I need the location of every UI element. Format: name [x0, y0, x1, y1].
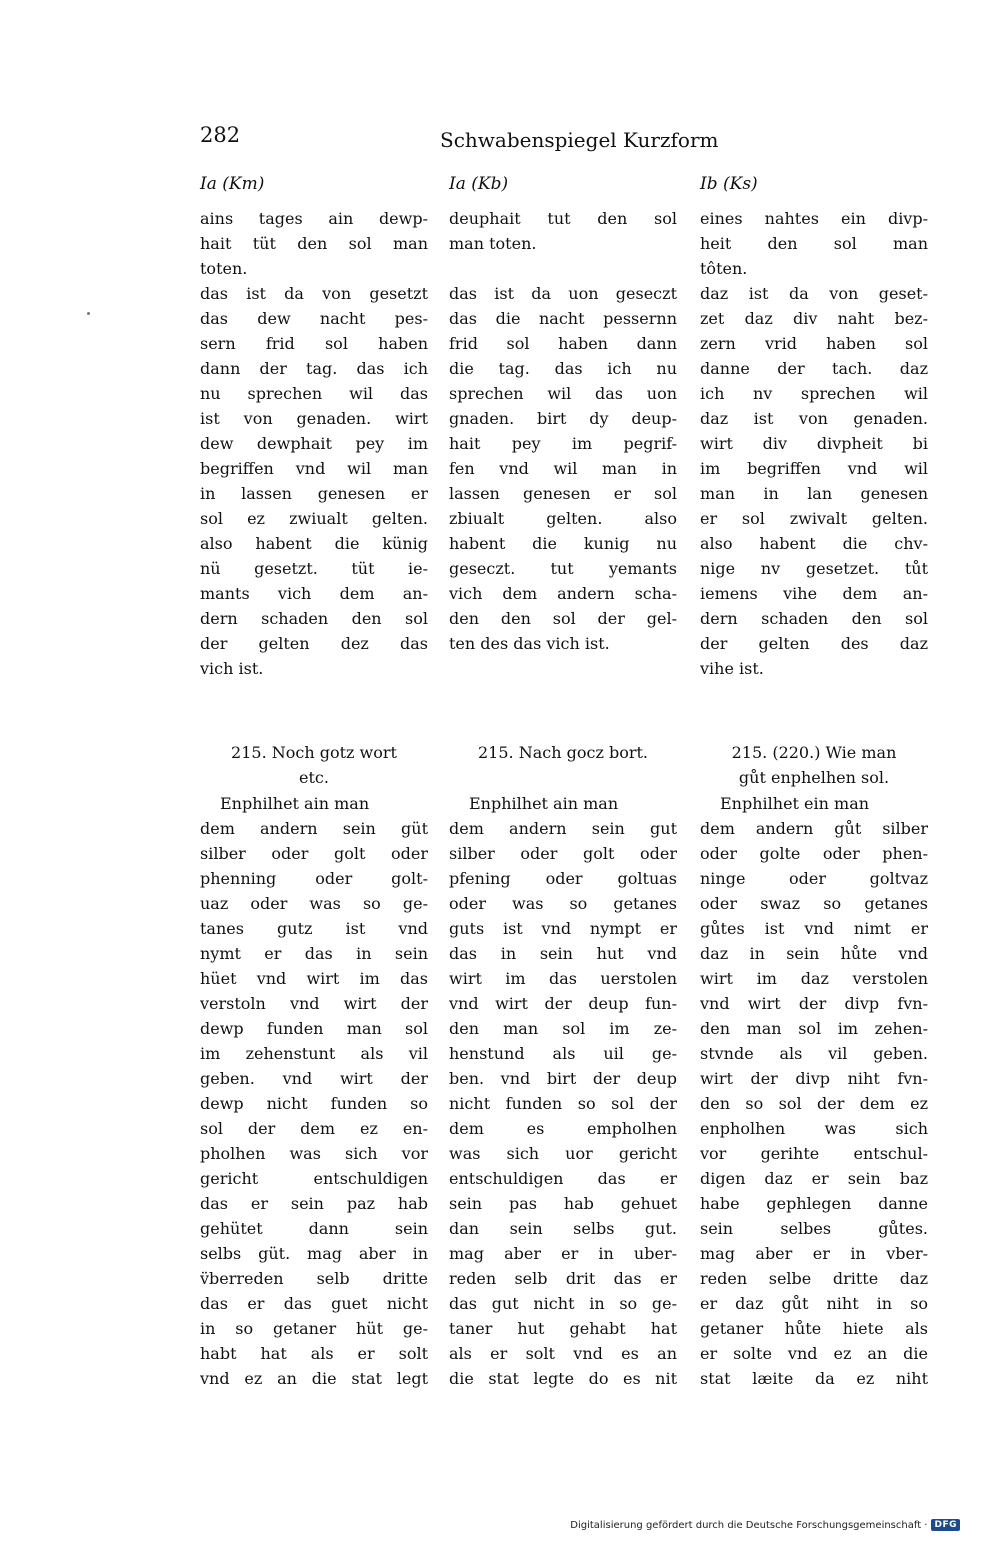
text-line: ist von genaden. wirt — [200, 409, 428, 428]
text-line: hait tüt den sol man — [200, 234, 428, 253]
text-line: dewp funden man sol — [200, 1019, 428, 1038]
text-line: oder was so getanes — [449, 894, 677, 913]
text-line: dem es empholhen — [449, 1119, 677, 1138]
section-heading — [700, 740, 928, 790]
text-line: uaz oder was so ge- — [200, 894, 428, 913]
paragraph-gap — [449, 256, 677, 281]
text-line: Enphilhet ain man — [220, 794, 370, 813]
text-line: wirt im das uerstolen — [449, 969, 677, 988]
text-line: sol der dem ez en- — [200, 1119, 428, 1138]
credit-text: Digitalisierung gefördert durch die Deutsche Forschungsgemeinschaft · — [570, 1519, 928, 1531]
text-line: zern vrid haben sol — [700, 334, 928, 353]
text-line: toten. — [200, 259, 248, 278]
heading-line: 215. Noch gotz wort — [231, 743, 397, 762]
text-line: vihe ist. — [700, 659, 764, 678]
text-line: guts ist vnd nympt er — [449, 919, 677, 938]
text-line: das er das guet nicht — [200, 1294, 428, 1313]
text-line: das die nacht pessernn — [449, 309, 677, 328]
text-line: frid sol haben dann — [449, 334, 677, 353]
text-line: reden selbe dritte daz — [700, 1269, 928, 1288]
text-line: gehütet dann sein — [200, 1219, 428, 1238]
heading-line: 215. (220.) Wie man — [731, 743, 897, 762]
dfg-logo: DFG — [931, 1519, 960, 1531]
text-line: pholhen was sich vor — [200, 1144, 428, 1163]
column-siglum: Ia (Kb) — [449, 174, 509, 194]
text-line: nu sprechen wil das — [200, 384, 428, 403]
text-line: dan sein selbs gut. — [449, 1219, 677, 1238]
text-line: sein selbes gůtes. — [700, 1219, 928, 1238]
text-line: henstund als uil ge- — [449, 1044, 677, 1063]
text-line: daz ist da von geset- — [700, 284, 928, 303]
heading-line: etc. — [299, 768, 329, 787]
text-line: mag aber er in vber- — [700, 1244, 928, 1263]
text-line: vich dem andern scha- — [449, 584, 677, 603]
text-line: ten des das vich ist. — [449, 634, 610, 653]
text-line: dern schaden den sol — [200, 609, 428, 628]
text-line: vnd wirt der deup fun- — [449, 994, 677, 1013]
text-line: was sich uor gericht — [449, 1144, 677, 1163]
text-line: lassen genesen er sol — [449, 484, 677, 503]
text-line: dem andern sein güt — [200, 819, 428, 838]
text-line: geben. vnd wirt der — [200, 1069, 428, 1088]
text-line: nü gesetzt. tüt ie- — [200, 559, 428, 578]
heading-line: 215. Nach gocz bort. — [478, 743, 648, 762]
text-line: das in sein hut vnd — [449, 944, 677, 963]
text-line: wirt der divp niht fvn- — [700, 1069, 928, 1088]
text-line: digen daz er sein baz — [700, 1169, 928, 1188]
column-siglum: Ib (Ks) — [700, 174, 758, 194]
text-line: begriffen vnd wil man — [200, 459, 428, 478]
text-line: pfening oder goltuas — [449, 869, 677, 888]
heading-line: gůt enphelhen sol. — [738, 768, 890, 787]
text-line: vich ist. — [200, 659, 264, 678]
text-line: nicht funden so sol der — [449, 1094, 677, 1113]
text-line: ains tages ain dewp- — [200, 209, 428, 228]
text-line: er sol zwivalt gelten. — [700, 509, 928, 528]
text-line: sprechen wil das uon — [449, 384, 677, 403]
text-line: das dew nacht pes- — [200, 309, 428, 328]
text-line: habt hat als er solt — [200, 1344, 428, 1363]
text-line: zbiualt gelten. also — [449, 509, 677, 528]
text-line: nige nv gesetzet. tůt — [700, 559, 928, 578]
text-line: vor gerihte entschul- — [700, 1144, 928, 1163]
text-line: verstoln vnd wirt der — [200, 994, 428, 1013]
text-line: also habent die künig — [200, 534, 428, 553]
text-line: also habent die chv- — [700, 534, 928, 553]
text-line: ben. vnd birt der deup — [449, 1069, 677, 1088]
section-heading — [449, 740, 677, 765]
text-line: reden selb drit das er — [449, 1269, 677, 1288]
text-line: das ist da uon geseczt — [449, 284, 677, 303]
text-line: eines nahtes ein divp- — [700, 209, 928, 228]
text-line: den so sol der dem ez — [700, 1094, 928, 1113]
text-line: entschuldigen das er — [449, 1169, 677, 1188]
column-siglum: Ia (Km) — [200, 174, 265, 194]
column-top-text — [700, 206, 928, 681]
text-line: gericht entschuldigen — [200, 1169, 428, 1188]
text-line: in lassen genesen er — [200, 484, 428, 503]
text-line: stat læite da ez niht — [700, 1369, 928, 1388]
scan-speck — [87, 312, 90, 315]
column-body-text — [449, 791, 677, 1391]
text-line: das ist da von gesetzt — [200, 284, 428, 303]
text-line: daz ist von genaden. — [700, 409, 928, 428]
text-line: habent die kunig nu — [449, 534, 677, 553]
text-line: tanes gutz ist vnd — [200, 919, 428, 938]
text-line: nymt er das in sein — [200, 944, 428, 963]
text-line: dewp nicht funden so — [200, 1094, 428, 1113]
text-line: dem andern sein gut — [449, 819, 677, 838]
text-line: v̈berreden selb dritte — [200, 1269, 428, 1288]
text-line: der gelten dez das — [200, 634, 428, 653]
page-number: 282 — [200, 123, 241, 147]
text-line: enpholhen was sich — [700, 1119, 928, 1138]
text-line: fen vnd wil man in — [449, 459, 677, 478]
text-line: Enphilhet ein man — [720, 794, 870, 813]
text-line: vnd wirt der divp fvn- — [700, 994, 928, 1013]
text-line: Enphilhet ain man — [469, 794, 619, 813]
text-line: wirt im daz verstolen — [700, 969, 928, 988]
text-line: dern schaden den sol — [700, 609, 928, 628]
text-line: vnd ez an die stat legt — [200, 1369, 428, 1388]
text-line: phenning oder golt- — [200, 869, 428, 888]
text-line: dem andern gůt silber — [700, 819, 928, 838]
text-line: mag aber er in uber- — [449, 1244, 677, 1263]
text-line: taner hut gehabt hat — [449, 1319, 677, 1338]
footer-credit — [570, 1519, 960, 1531]
text-line: er daz gůt niht in so — [700, 1294, 928, 1313]
text-line: zet daz div naht bez- — [700, 309, 928, 328]
text-line: hait pey im pegrif- — [449, 434, 677, 453]
text-line: hüet vnd wirt im das — [200, 969, 428, 988]
text-line: dann der tag. das ich — [200, 359, 428, 378]
column-top-text — [449, 206, 677, 656]
text-line: silber oder golt oder — [200, 844, 428, 863]
text-line: mants vich dem an- — [200, 584, 428, 603]
section-heading — [200, 740, 428, 790]
text-line: ich nv sprechen wil — [700, 384, 928, 403]
text-line: oder swaz so getanes — [700, 894, 928, 913]
text-line: tôten. — [700, 259, 748, 278]
text-line: gůtes ist vnd nimt er — [700, 919, 928, 938]
text-line: im begriffen vnd wil — [700, 459, 928, 478]
text-line: sern frid sol haben — [200, 334, 428, 353]
column-top-text — [200, 206, 428, 681]
text-line: heit den sol man — [700, 234, 928, 253]
text-line: sein pas hab gehuet — [449, 1194, 677, 1213]
text-line: die stat legte do es nit — [449, 1369, 677, 1388]
text-line: dew dewphait pey im — [200, 434, 428, 453]
text-line: daz in sein hůte vnd — [700, 944, 928, 963]
text-line: in so getaner hüt ge- — [200, 1319, 428, 1338]
text-line: als er solt vnd es an — [449, 1344, 677, 1363]
text-line: den man sol im zehen- — [700, 1019, 928, 1038]
text-line: wirt div divpheit bi — [700, 434, 928, 453]
text-line: oder golte oder phen- — [700, 844, 928, 863]
text-line: das er sein paz hab — [200, 1194, 428, 1213]
text-line: man in lan genesen — [700, 484, 928, 503]
text-line: danne der tach. daz — [700, 359, 928, 378]
text-line: der gelten des daz — [700, 634, 928, 653]
text-line: stvnde als vil geben. — [700, 1044, 928, 1063]
text-line: das gut nicht in so ge- — [449, 1294, 677, 1313]
column-body-text — [200, 791, 428, 1391]
column-body-text — [700, 791, 928, 1391]
text-line: man toten. — [449, 234, 537, 253]
text-line: silber oder golt oder — [449, 844, 677, 863]
text-line: deuphait tut den sol — [449, 209, 677, 228]
text-line: geseczt. tut yemants — [449, 559, 677, 578]
text-line: gnaden. birt dy deup- — [449, 409, 677, 428]
text-line: den den sol der gel- — [449, 609, 677, 628]
text-line: iemens vihe dem an- — [700, 584, 928, 603]
text-line: im zehenstunt als vil — [200, 1044, 428, 1063]
text-line: er solte vnd ez an die — [700, 1344, 928, 1363]
text-line: die tag. das ich nu — [449, 359, 677, 378]
text-line: getaner hůte hiete als — [700, 1319, 928, 1338]
text-line: den man sol im ze- — [449, 1019, 677, 1038]
running-title: Schwabenspiegel Kurzform — [440, 128, 719, 152]
text-line: habe gephlegen danne — [700, 1194, 928, 1213]
text-line: ninge oder goltvaz — [700, 869, 928, 888]
text-line: sol ez zwiualt gelten. — [200, 509, 428, 528]
text-line: selbs güt. mag aber in — [200, 1244, 428, 1263]
